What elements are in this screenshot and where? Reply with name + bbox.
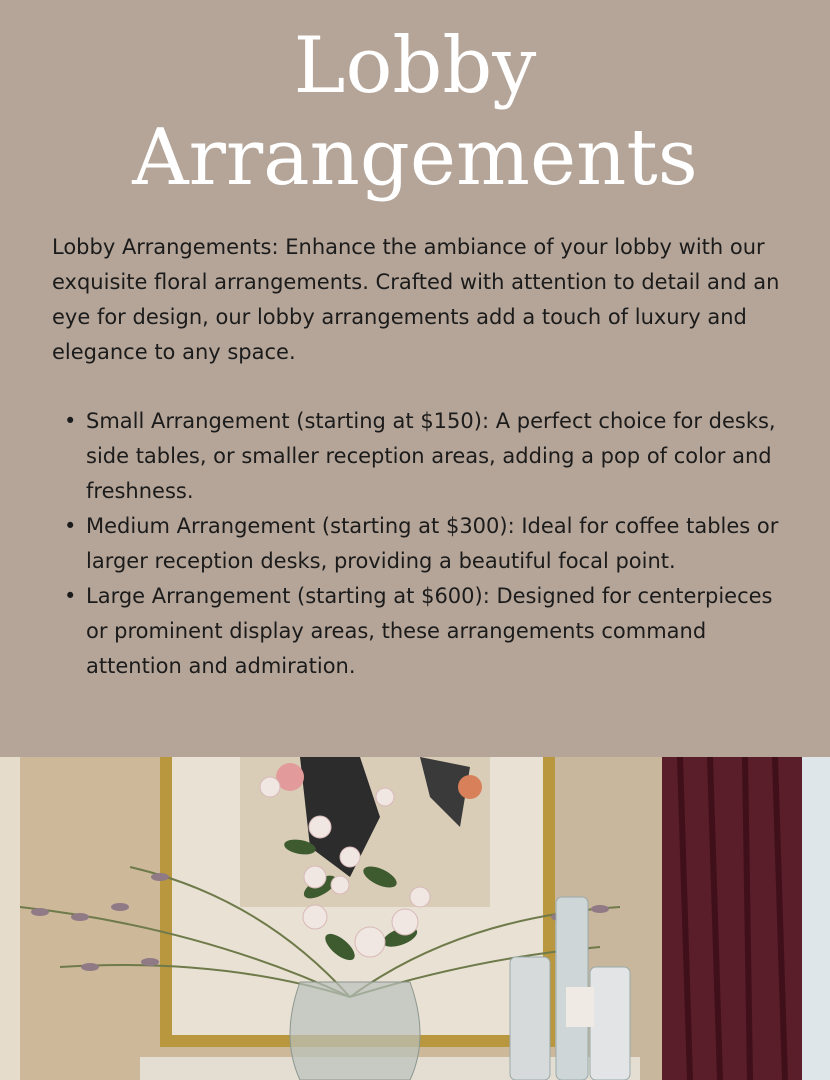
floral-arrangement-photo <box>0 757 830 1080</box>
title-line-1: Lobby <box>293 21 537 111</box>
bullet-icon: • <box>64 409 77 433</box>
bullet-icon: • <box>64 584 77 608</box>
title-line-2: Arrangements <box>132 113 698 203</box>
list-item-text: Small Arrangement (starting at $150): A perfect choice for desks, side tables, or smaller reception areas, adding a pop of color and freshness. <box>86 409 776 503</box>
list-item-text: Large Arrangement (starting at $600): Designed for centerpieces or prominent display areas, these arrangements command attention and admiration. <box>86 584 773 678</box>
list-item <box>60 579 780 684</box>
list-item <box>60 509 780 579</box>
bullet-icon: • <box>64 514 77 538</box>
list-item <box>60 404 780 509</box>
page-title <box>0 20 830 204</box>
arrangement-list <box>60 404 780 684</box>
intro-paragraph: Lobby Arrangements: Enhance the ambiance of your lobby with our exquisite floral arrangements. Crafted with attention to detail and an eye for design, our lobby arrangements add a touch of luxury and elegance to any space. <box>52 235 780 364</box>
list-item-text: Medium Arrangement (starting at $300): Ideal for coffee tables or larger reception desks, providing a beautiful focal point. <box>86 514 779 573</box>
